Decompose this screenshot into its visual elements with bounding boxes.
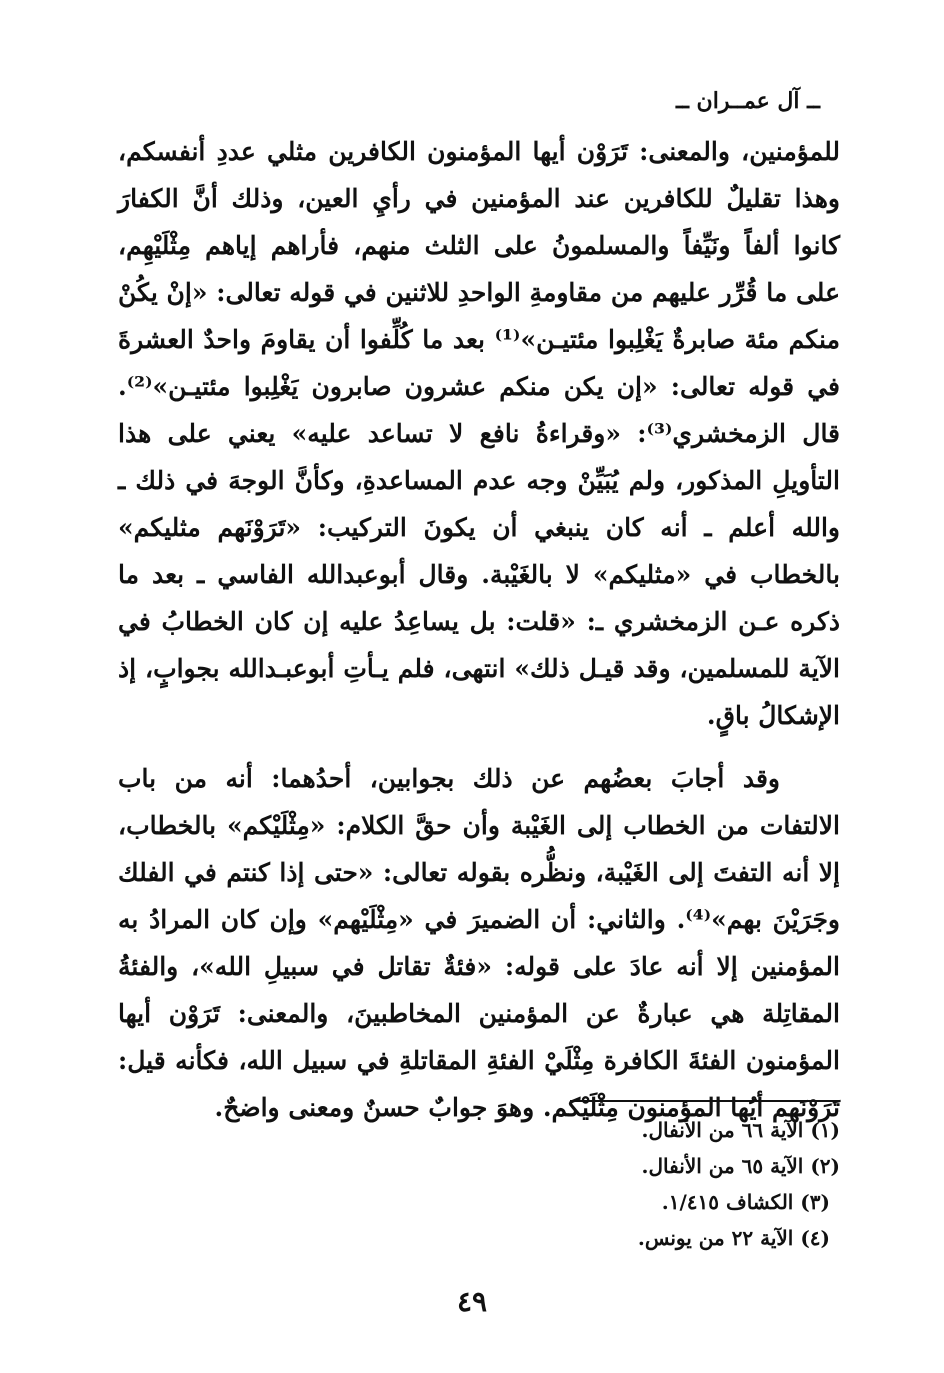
footnote-3: (٣) الكشاف ١/٤١٥. (661, 1190, 830, 1214)
running-head: ــ آل عمــران ــ (676, 88, 820, 114)
footnote-1: (١) الآية ٦٦ من الأنفال. (641, 1118, 840, 1142)
footnote-2: (٢) الآية ٦٥ من الأنفال. (641, 1154, 840, 1178)
footnote-4: (٤) الآية ٢٢ من يونس. (637, 1226, 830, 1250)
paragraph-1: للمؤمنين، والمعنى: تَرَوْن أيها المؤمنون الكافرين مثلي عددِ أنفسكم، وهذا تقليلٌ للكافرين عند المؤمنين في رأيِ العين، وذلك أنَّ الكفارَ كانوا ألفاً ونَيِّفاً والمسلمونُ على الثلث منهم، فأراهم إياهم مِثْلَيْهِم، على ما قُرِّر عليهم من مقاومةِ الواحدِ للاثنين في قوله تعالى: «إنْ يكُنْ منكم مئة صابرةٌ يَغْلِبوا مئتيـن»⁽¹⁾ بعد ما كُلِّفوا أن يقاومَ واحدٌ العشرةَ في قوله تعالى: «إن يكن منكم عشرون صابرون يَغْلِبوا مئتيـن»⁽²⁾. قال الزمخشري⁽³⁾: «وقراءةُ نافع لا تساعد عليه» يعني على هذا التأويلِ المذكور، ولم يُبَيِّنْ وجه عدم المساعدةِ، وكأنَّ الوجهَ في ذلك ـ والله أعلم ـ أنه كان ينبغي أن يكونَ التركيب: «تَرَوْنَهم مثليكم» بالخطاب في «مثليكم» لا بالغَيْبة. وقال أبوعبدالله الفاسي ـ بعد ما ذكره عـن الزمخشري ـ: «قلت: بل يساعِدُ عليه إن كان الخطابُ في الآية للمسلمين، وقد قيـل ذلك» انتهى، فلم يـأتِ أبوعبـدالله بجوابٍ، إذ الإشكالُ باقٍ. (118, 137, 841, 730)
footnote-divider (570, 1100, 840, 1102)
main-text (118, 128, 840, 1131)
page-number: ٤٩ (456, 1285, 488, 1318)
paragraph-2: وقد أجابَ بعضُهم عن ذلك بجوابين، أحدُهما: أنه من باب الالتفات من الخطاب إلى الغَيْبة وأن حقَّ الكلام: «مِثْلَيْكم» بالخطاب، إلا أنه التفتَ إلى الغَيْبة، ونظُّره بقوله تعالى: «حتى إذا كنتم في الفلك وجَرَيْنَ بهم»⁽⁴⁾. والثاني: أن الضميرَ في «مِثْلَيْهم» وإن كان المرادُ به المؤمنين إلا أنه عادَ على قوله: «فئةٌ تقاتل في سبيلِ الله»، والفئةُ المقاتِلة هي عبارةٌ عن المؤمنين المخاطبينَ، والمعنى: تَرَوْن أيها المؤمنون الفئةَ الكافرة مِثْلَيْ الفئةِ المقاتلةِ في سبيل الله، فكأنه قيل: تَرَوْنَهم أيُها المؤمنون مِثْلَيْكم. وهوَ جوابٌ حسنٌ ومعنى واضحٌ. (118, 764, 840, 1122)
footnotes-list (120, 1112, 840, 1256)
